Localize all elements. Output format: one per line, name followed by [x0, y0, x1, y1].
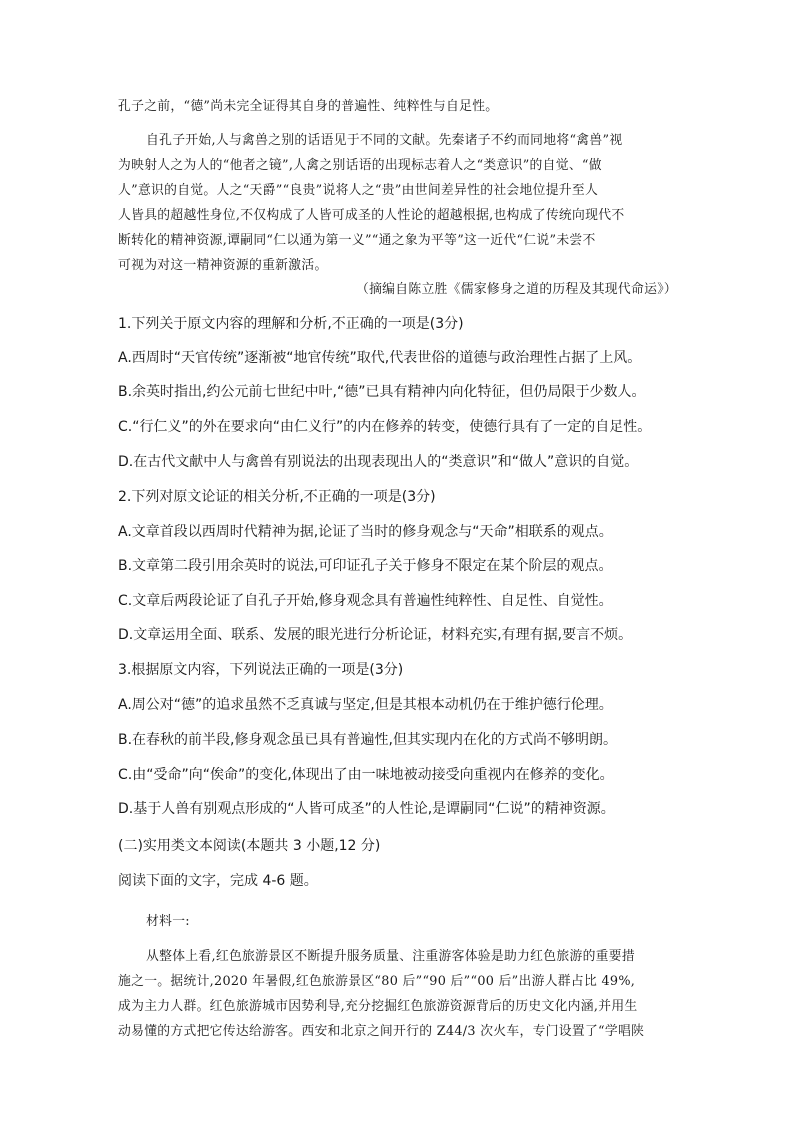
material-1-line-4: 动易懂的方式把它传达给游客。西安和北京之间开行的 Z44/3 次火车，专门设置了“学唱陕: [118, 1024, 645, 1039]
passage1-line-4: 人”意识的自觉。人之“天爵”“良贵”说将人之“贵”由世间差异性的社会地位提升至人: [118, 183, 599, 198]
section-2-heading: (二)实用类文本阅读(本题共 3 小题,12 分): [118, 838, 381, 854]
question-1-stem: 1.下列关于原文内容的理解和分析,不正确的一项是(3分): [118, 316, 464, 332]
passage1-line-3: 为映射人之为人的“他者之镜”,人禽之别话语的出现标志着人之“类意识”的自觉、“做: [118, 158, 602, 173]
question-3-option-d: D.基于人兽有别观点形成的“人皆可成圣”的人性论,是谭嗣同“仁说”的精神资源。: [118, 801, 615, 817]
question-2-stem: 2.下列对原文论证的相关分析,不正确的一项是(3分): [118, 489, 436, 505]
question-1-option-b: B.余英时指出,约公元前七世纪中叶,“德”已具有精神内向化特征，但仍局限于少数人。: [118, 384, 646, 400]
question-2-option-b: B.文章第二段引用余英时的说法,可印证孔子关于修身不限定在某个阶层的观点。: [118, 558, 613, 574]
material-1-line-2: 施之一。据统计,2020 年暑假,红色旅游景区“80 后”“90 后”“00 后”出游人群占比 49%,: [118, 974, 636, 989]
question-2-option-a: A.文章首段以西周时代精神为据,论证了当时的修身观念与“天命”相联系的观点。: [118, 524, 613, 540]
question-2-option-c: C.文章后两段论证了自孔子开始,修身观念具有普遍性纯粹性、自足性、自觉性。: [118, 593, 613, 609]
material-1-line-3: 成为主力人群。红色旅游城市因势利导,充分挖掘红色旅游资源背后的历史文化内涵,并用生: [118, 999, 638, 1014]
passage1-line-1: 孔子之前，“德”尚未完全证得其自身的普遍性、纯粹性与自足性。: [118, 99, 499, 114]
passage1-line-7: 可视为对这一精神资源的重新激活。: [118, 258, 328, 273]
question-1-option-d: D.在古代文献中人与禽兽有别说法的出现表现出人的“类意识”和“做人”意识的自觉。: [118, 454, 639, 470]
passage1-line-6: 断转化的精神资源,谭嗣同“仁以通为第一义”“通之象为平等”这一近代“仁说”未尝不: [118, 233, 596, 248]
material-1-label: 材料一:: [146, 914, 190, 929]
question-3-option-c: C.由“受命”向“俟命”的变化,体现出了由一味地被动接受向重视内在修养的变化。: [118, 767, 614, 783]
question-3-option-a: A.周公对“德”的追求虽然不乏真诚与坚定,但是其根本动机仍在于维护德行伦理。: [118, 697, 613, 713]
section-2-instruction: 阅读下面的文字，完成 4-6 题。: [118, 873, 318, 889]
material-1-line-1: 从整体上看,红色旅游景区不断提升服务质量、注重游客体验是助力红色旅游的重要措: [146, 949, 635, 964]
passage1-line-5: 人皆具的超越性身位,不仅构成了人皆可成圣的人性论的超越根据,也构成了传统向现代不: [118, 208, 625, 223]
question-1-option-c: C.“行仁义”的外在要求向“由仁义行”的内在修养的转变，使德行具有了一定的自足性。: [118, 419, 652, 435]
question-3-stem: 3.根据原文内容，下列说法正确的一项是(3分): [118, 662, 404, 678]
question-1-option-a: A.西周时“天官传统”逐渐被“地官传统”取代,代表世俗的道德与政治理性占据了上风。: [118, 350, 642, 366]
passage1-line-2: 自孔子开始,人与禽兽之别的话语见于不同的文献。先秦诸子不约而同地将“禽兽”视: [146, 133, 623, 148]
question-3-option-b: B.在春秋的前半段,修身观念虽已具有普遍性,但其实现内在化的方式尚不够明朗。: [118, 732, 617, 748]
question-2-option-d: D.文章运用全面、联系、发展的眼光进行分析论证，材料充实,有理有据,要言不烦。: [118, 627, 633, 643]
passage1-source: （摘编自陈立胜《儒家修身之道的历程及其现代命运》）: [355, 282, 677, 297]
